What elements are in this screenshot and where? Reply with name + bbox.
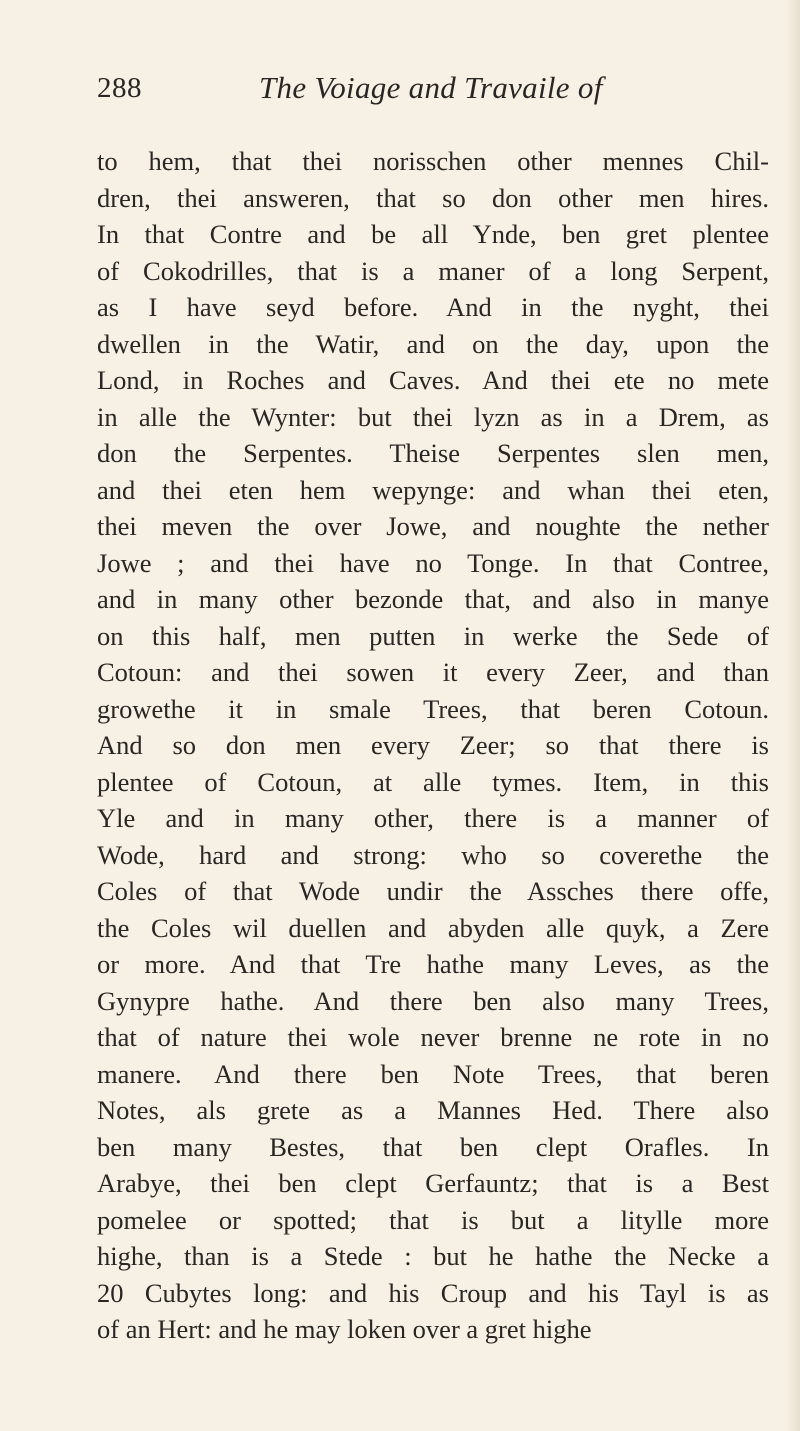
text-line: of Cokodrilles, that is a maner of a long Serpent, [97,255,769,286]
text-line: Gynypre hathe. And there ben also many Trees, [97,985,769,1016]
page-header [97,66,717,126]
text-line: pomelee or spotted; that is but a litylle more [97,1204,769,1235]
text-line: ben many Bestes, that ben clept Orafles. In [97,1131,769,1162]
text-line: Wode, hard and strong: who so coverethe the [97,839,769,870]
text-line: plentee of Cotoun, at alle tymes. Item, in this [97,766,769,797]
text-line: and thei eten hem wepynge: and whan thei eten, [97,474,769,505]
text-line: Arabye, thei ben clept Gerfauntz; that is a Best [97,1168,769,1198]
text-line: 20 Cubytes long: and his Croup and his Tayl is as [97,1277,769,1308]
text-line: Notes, als grete as a Mannes Hed. There also [97,1095,769,1125]
text-line: of an Hert: and he may loken over a gret highe [97,1314,592,1344]
text-line: in alle the Wynter: but thei lyzn as in a Drem, as [97,401,769,432]
text-line: Cotoun: and thei sowen it every Zeer, and than [97,657,769,687]
text-line: dren, thei answeren, that so don other men hires. [97,182,769,213]
text-line: Lond, in Roches and Caves. And thei ete no mete [97,365,769,395]
text-line: dwellen in the Watir, and on the day, upon the [97,328,769,359]
text-line: to hem, that thei norisschen other mennes Chil- [97,146,769,176]
page-number: 288 [97,72,142,104]
page-edge-shadow [786,0,800,1431]
text-line: don the Serpentes. Theise Serpentes slen men, [97,438,769,468]
text-line: thei meven the over Jowe, and noughte the nether [97,511,769,541]
text-line: manere. And there ben Note Trees, that beren [97,1058,769,1089]
text-line: that of nature thei wole never brenne ne rote in no [97,1022,769,1052]
text-line: on this half, men putten in werke the Sede of [97,620,769,651]
text-line: and in many other bezonde that, and also in manye [97,584,769,614]
text-line: Yle and in many other, there is a manner of [97,803,769,833]
text-line: And so don men every Zeer; so that there is [97,730,769,760]
text-line: the Coles wil duellen and abyden alle quyk, a Zere [97,912,769,943]
text-line: highe, than is a Stede : but he hathe the Necke a [97,1241,769,1271]
running-title: The Voiage and Travaile of [259,70,603,105]
text-line: Jowe ; and thei have no Tonge. In that Contree, [97,547,769,578]
text-line: growethe it in smale Trees, that beren Cotoun. [97,693,769,724]
text-line: as I have seyd before. And in the nyght, thei [97,292,769,322]
text-line: In that Contre and be all Ynde, ben gret plentee [97,219,769,249]
text-line: or more. And that Tre hathe many Leves, as the [97,949,769,979]
text-line: Coles of that Wode undir the Assches there offe, [97,876,769,906]
body-text [97,143,769,1348]
